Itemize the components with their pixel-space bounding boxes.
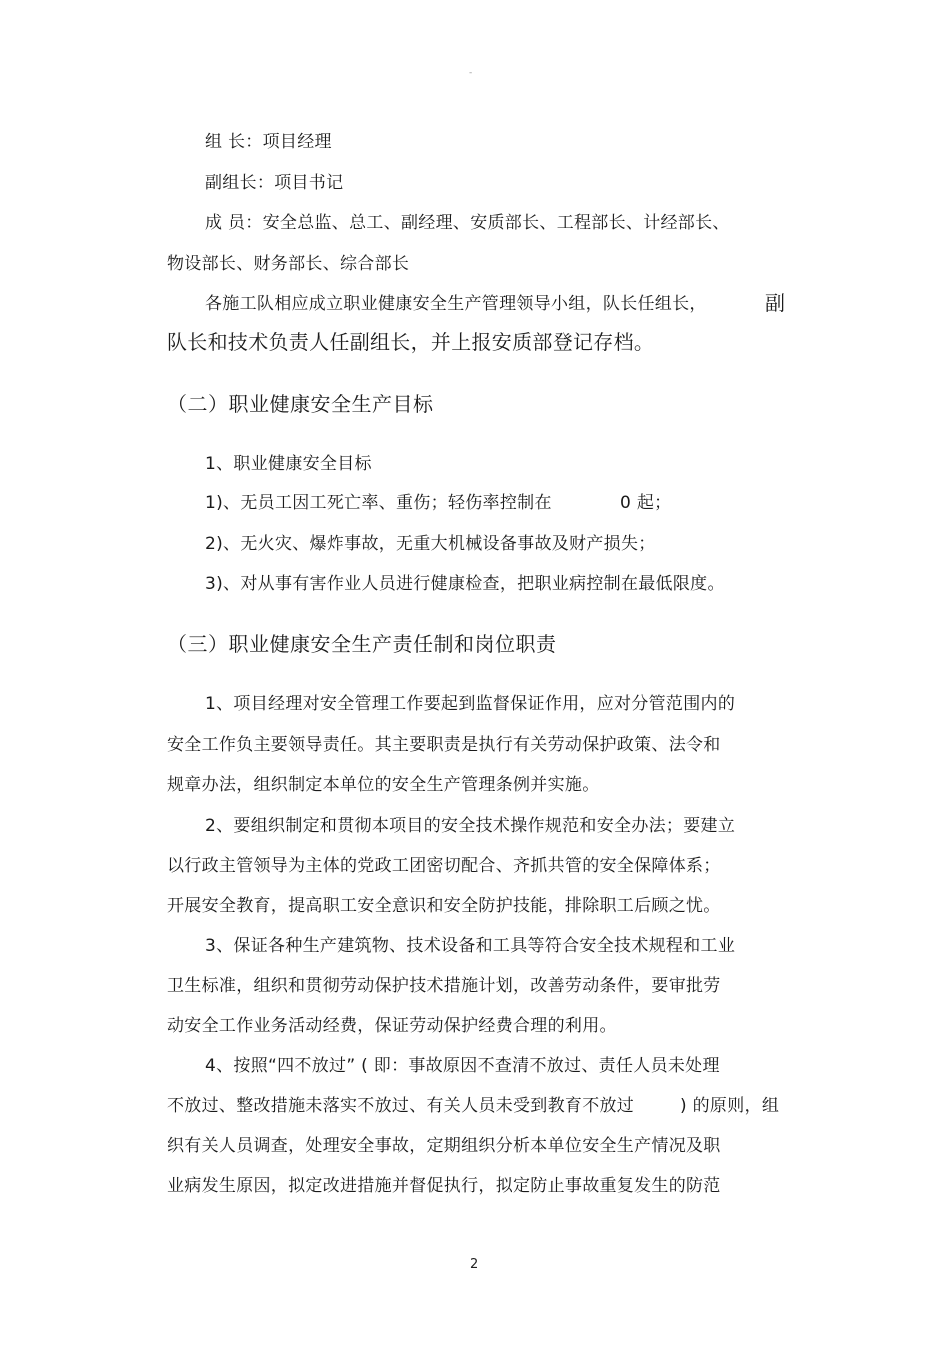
section-3-heading: （三）职业健康安全生产责任制和岗位职责: [167, 632, 557, 656]
section-2-item-1: 1、职业健康安全目标: [205, 454, 372, 474]
section-3-p2-line-1: 2、要组织制定和贯彻本项目的安全技术操作规范和安全办法；要建立: [205, 816, 736, 836]
org-teams-line-1: 各施工队相应成立职业健康安全生产管理领导小组，队长任组长，: [205, 294, 707, 314]
org-deputy-line: 副组长：项目书记: [205, 173, 344, 193]
org-leader-line: 组 长：项目经理: [205, 132, 332, 152]
section-2-sub-3: 3)、对从事有害作业人员进行健康检查，把职业病控制在最低限度。: [205, 574, 725, 594]
section-3-p4-line-4: 业病发生原因，拟定改进措施并督促执行，拟定防止事故重复发生的防范: [167, 1176, 721, 1196]
section-3-p4-line-2-tail: ) 的原则，组: [680, 1096, 780, 1116]
org-members-line-1: 成 员：安全总监、总工、副经理、安质部长、工程部长、计经部长、: [205, 213, 730, 233]
section-3-p3-line-1: 3、保证各种生产建筑物、技术设备和工具等符合安全技术规程和工业: [205, 936, 736, 956]
org-teams-line-1-tail: 副: [765, 291, 786, 315]
org-members-line-2: 物设部长、财务部长、综合部长: [167, 254, 410, 274]
org-teams-line-2: 队长和技术负责人任副组长，并上报安质部登记存档。: [167, 330, 655, 354]
section-2-heading: （二）职业健康安全生产目标: [167, 392, 434, 416]
header-mark: -: [469, 68, 473, 78]
section-3-p2-line-3: 开展安全教育，提高职工安全意识和安全防护技能，排除职工后顾之忧。: [167, 896, 721, 916]
section-3-p1-line-2: 安全工作负主要领导责任。其主要职责是执行有关劳动保护政策、法令和: [167, 735, 721, 755]
section-3-p3-line-2: 卫生标准，组织和贯彻劳动保护技术措施计划，改善劳动条件，要审批劳: [167, 976, 721, 996]
section-3-p1-line-3: 规章办法，组织制定本单位的安全生产管理条例并实施。: [167, 775, 600, 795]
section-3-p4-line-2: 不放过、整改措施未落实不放过、有关人员未受到教育不放过: [167, 1096, 635, 1116]
section-2-sub-2: 2)、无火灾、爆炸事故，无重大机械设备事故及财产损失；: [205, 534, 656, 554]
section-3-p4-line-1: 4、按照“四不放过” ( 即：事故原因不查清不放过、责任人员未处理: [205, 1056, 720, 1076]
section-3-p2-line-2: 以行政主管领导为主体的党政工团密切配合、齐抓共管的安全保障体系；: [167, 856, 721, 876]
section-2-sub-1-tail: 0 起；: [620, 493, 672, 513]
page-number: 2: [470, 1257, 479, 1272]
section-3-p3-line-3: 动安全工作业务活动经费，保证劳动保护经费合理的利用。: [167, 1016, 617, 1036]
section-2-sub-1: 1)、无员工因工死亡率、重伤；轻伤率控制在: [205, 493, 552, 513]
section-3-p1-line-1: 1、项目经理对安全管理工作要起到监督保证作用，应对分管范围内的: [205, 694, 736, 714]
section-3-p4-line-3: 织有关人员调查，处理安全事故，定期组织分析本单位安全生产情况及职: [167, 1136, 721, 1156]
